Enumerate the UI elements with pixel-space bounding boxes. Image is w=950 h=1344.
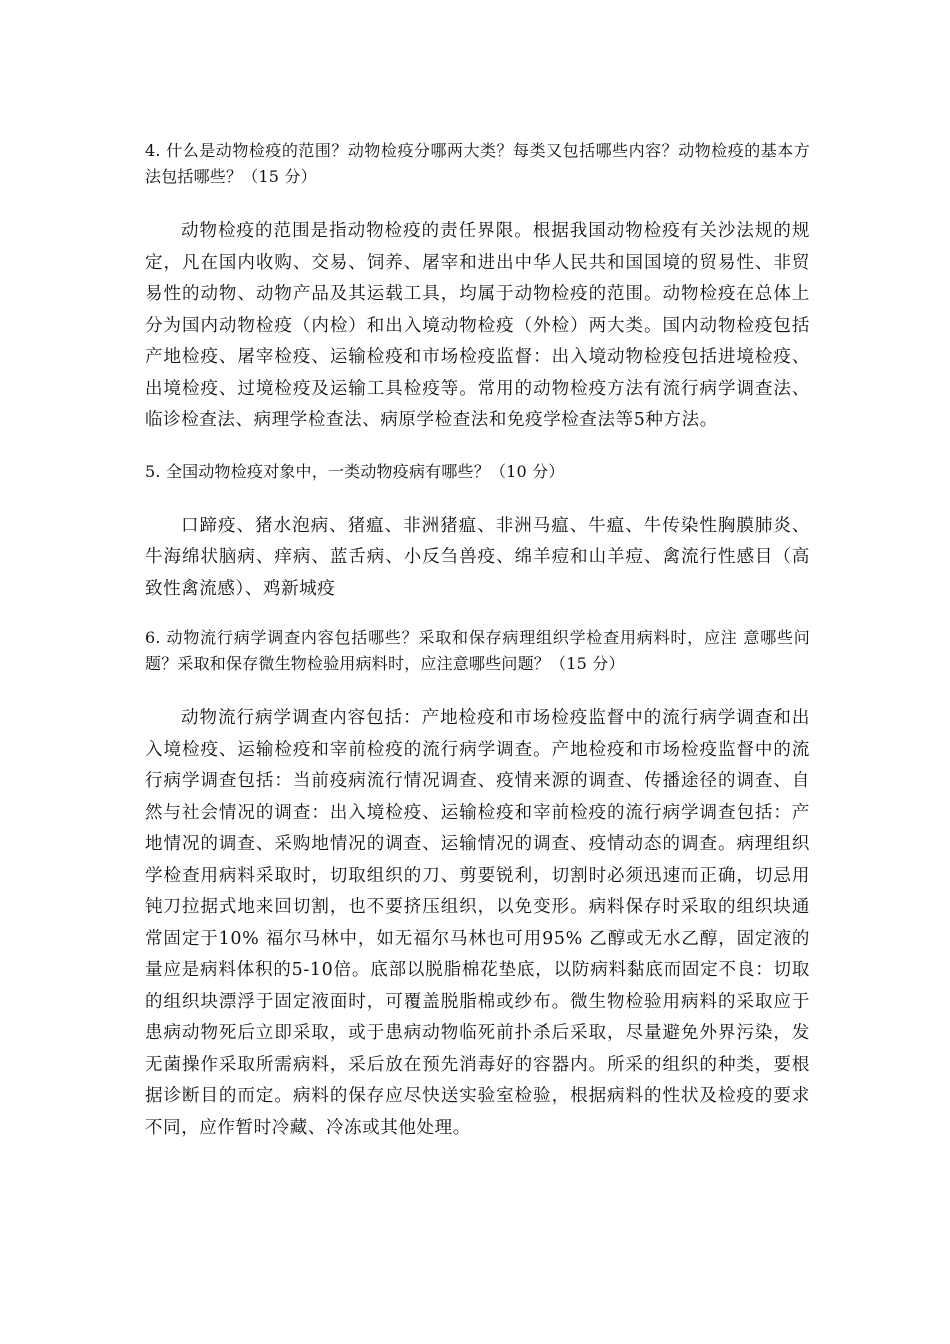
question-5: 5. 全国动物检疫对象中，一类动物疫病有哪些？（10 分） — [145, 461, 565, 481]
answer-5: 口蹄疫、猪水泡病、猪瘟、非洲猪瘟、非洲马瘟、牛瘟、牛传染性胸膜肺炎、牛海绵状脑病、痒病、蓝舌病、小反刍兽疫、绵羊痘和山羊痘、禽流行性感目（高致性禽流感）、鸡新城疫 — [145, 515, 810, 599]
question-6: 6. 动物流行病学调查内容包括哪些？采取和保存病理组织学检查用病料时，应注 意哪些问题？采取和保存微生物检验用病料时，应注意哪些问题？（15 分） — [145, 628, 810, 673]
document-page — [145, 138, 810, 1144]
answer-6: 动物流行病学调查内容包括：产地检疫和市场检疫监督中的流行病学调查和出入境检疫、运输检疫和宰前检疫的流行病学调查。产地检疫和市场检疫监督中的流行病学调查包括：当前疫病流行情况调查、疫情来源的调查、传播途径的调查、自然与社会情况的调查：出入境检疫、运输检疫和宰前检疫的流行病学调查包括：产地情况的调查、采购地情况的调查、运输情况的调查、疫情动态的调查。病理组织学检查用病料采取时，切取组织的刀、剪要锐利，切割时必须迅速而正确，切忌用钝刀拉据式地来回切割，也不要挤压组织，以免变形。病料保存时采取的组织块通常固定于10% 福尔马林中，如无福尔马林也可用95% 乙醇或无水乙醇，固定液的量应是病料体积的5-10倍。底部以脱脂棉花垫底，以防病料黏底而固定不良：切取的组织块漂浮于固定液面时，可覆盖脱脂棉或纱布。微生物检验用病料的采取应于患病动物死后立即采取，或于患病动物临死前扑杀后采取，尽量避免外界污染，发无菌操作采取所需病料，采后放在预先消毒好的容器内。所采的组织的种类，要根据诊断目的而定。病料的保存应尽快送实验室检验，根据病料的性状及检疫的要求不同，应作暂时冷藏、冷冻或其他处理。 — [145, 708, 810, 1138]
answer-4: 动物检疫的范围是指动物检疫的责任界限。根据我国动物检疫有关沙法规的规定，凡在国内收购、交易、饲养、屠宰和进出中华人民共和国国境的贸易性、非贸易性的动物、动物产品及其运载工具，均属于动物检疫的范围。动物检疫在总体上分为国内动物检疫（内检）和出入境动物检疫（外检）两大类。国内动物检疫包括产地检疫、屠宰检疫、运输检疫和市场检疫监督：出入境动物检疫包括进境检疫、出境检疫、过境检疫及运输工具检疫等。常用的动物检疫方法有流行病学调查法、临诊检查法、病理学检查法、病原学检查法和免疫学检查法等5种方法。 — [145, 221, 810, 430]
question-4: 4. 什么是动物检疫的范围？动物检疫分哪两大类？每类又包括哪些内容？动物检疫的基本方法包括哪些？（15 分） — [145, 141, 810, 186]
